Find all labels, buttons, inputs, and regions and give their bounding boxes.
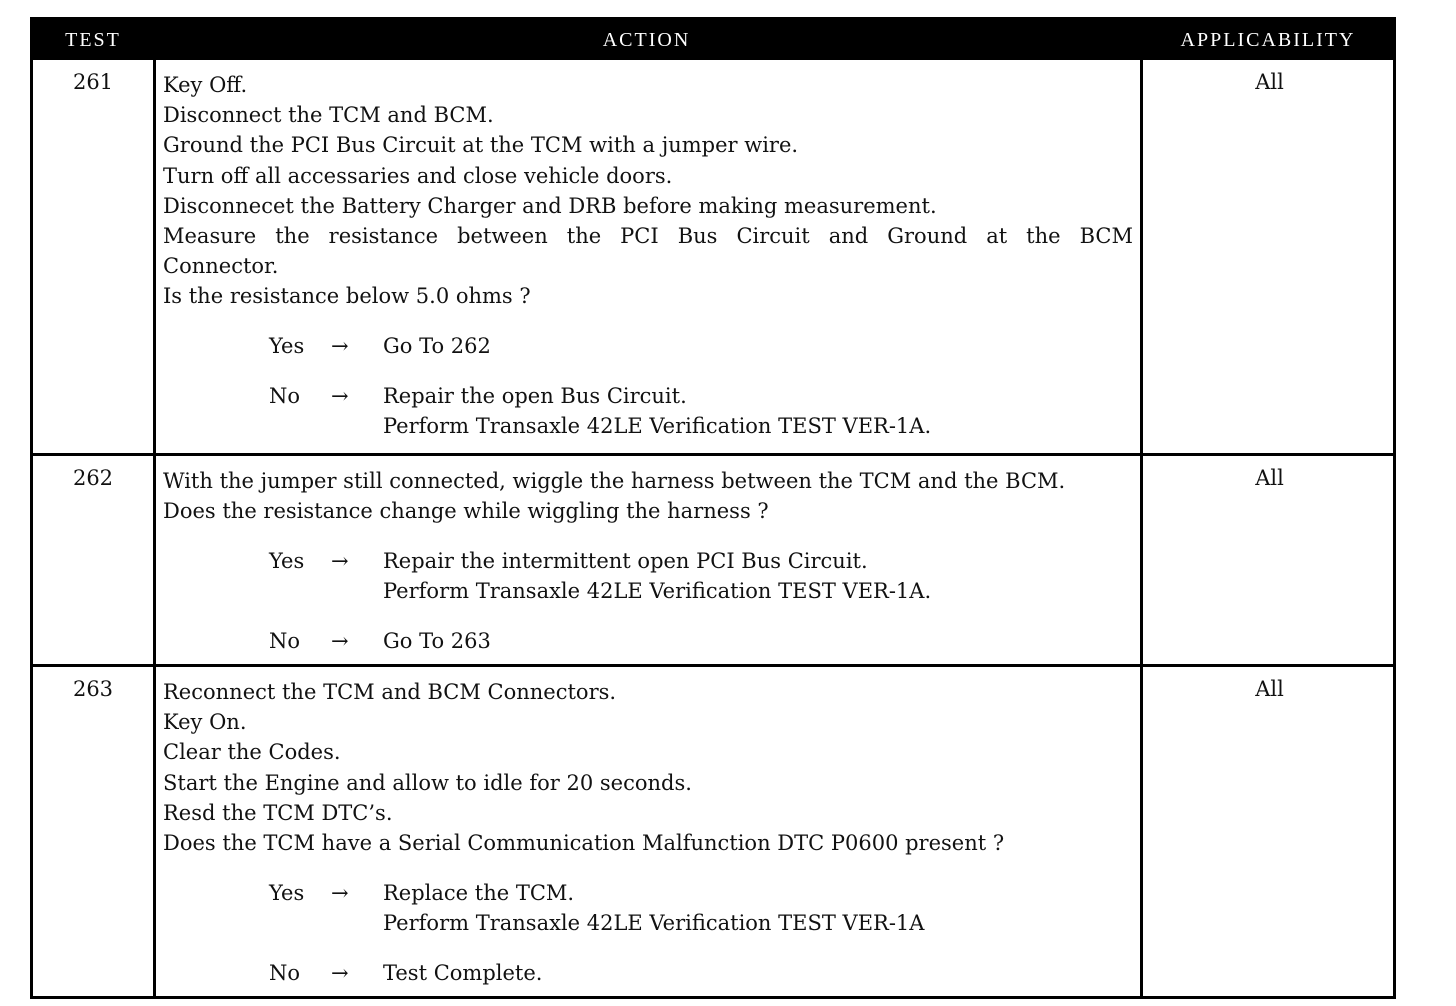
action-cell — [163, 466, 1133, 656]
action-line: Key Off. — [163, 73, 248, 97]
action-cell — [163, 70, 1133, 441]
table-row — [33, 60, 1393, 453]
header-applicability: APPLICABILITY — [1180, 29, 1356, 51]
action-line: Key On. — [163, 710, 247, 735]
arrow-right-icon: → — [331, 334, 349, 359]
yes-result-line: Perform Transaxle 42LE Verification TEST VER-1A. — [383, 579, 932, 604]
action-line: Does the TCM have a Serial Communication Malfunction DTC P0600 present ? — [163, 831, 1005, 856]
no-result-line: Perform Transaxle 42LE Verification TEST VER-1A. — [383, 414, 932, 439]
header-action: ACTION — [602, 29, 691, 51]
yes-label: Yes — [269, 548, 305, 573]
test-number: 261 — [72, 70, 114, 94]
arrow-right-icon: → — [331, 960, 349, 985]
action-line: Measure the resistance between the PCI Bus Circuit and Ground at the BCM — [163, 224, 1133, 249]
yes-result-line: Perform Transaxle 42LE Verification TEST VER-1A — [383, 910, 925, 935]
no-label: No — [269, 383, 301, 408]
no-result-line: Go To 263 — [383, 628, 491, 653]
yes-branch — [163, 878, 1133, 938]
action-line: Disconnect the TCM and BCM. — [163, 103, 494, 128]
action-line: Ground the PCI Bus Circuit at the TCM with a jumper wire. — [163, 133, 799, 158]
action-cell — [163, 677, 1133, 988]
action-line: Resd the TCM DTC’s. — [163, 800, 393, 825]
arrow-right-icon: → — [331, 548, 349, 573]
yes-label: Yes — [269, 880, 305, 905]
yes-result-line: Go To 262 — [383, 334, 491, 359]
no-label: No — [269, 960, 301, 985]
no-label: No — [269, 628, 301, 653]
yes-label: Yes — [269, 334, 305, 359]
no-branch — [163, 626, 1133, 656]
action-line: Is the resistance below 5.0 ohms ? — [163, 284, 531, 309]
action-line: With the jumper still connected, wiggle the harness between the TCM and the BCM. — [163, 469, 1066, 493]
no-result-line: Repair the open Bus Circuit. — [383, 383, 687, 408]
yes-branch — [163, 546, 1133, 606]
applicability-value: All — [1255, 70, 1284, 94]
action-line: Turn off all accessaries and close vehicle doors. — [163, 163, 673, 188]
action-line: Start the Engine and allow to idle for 20 seconds. — [163, 770, 692, 795]
arrow-right-icon: → — [331, 383, 349, 408]
no-result-line: Test Complete. — [383, 960, 543, 985]
table-header — [33, 20, 1393, 60]
no-branch — [163, 381, 1133, 441]
action-line: Disconnecet the Battery Charger and DRB before making measurement. — [163, 193, 937, 218]
applicability-value: All — [1255, 677, 1284, 701]
action-line: Clear the Codes. — [163, 740, 341, 765]
action-line: Reconnect the TCM and BCM Connectors. — [163, 680, 617, 704]
table-row — [33, 453, 1393, 664]
yes-branch — [163, 331, 1133, 361]
arrow-right-icon: → — [331, 880, 349, 905]
action-line: Does the resistance change while wiggling the harness ? — [163, 499, 769, 524]
yes-result-line: Repair the intermittent open PCI Bus Circuit. — [383, 548, 868, 573]
applicability-value: All — [1255, 466, 1284, 490]
action-line: Connector. — [163, 254, 279, 279]
test-number: 263 — [72, 677, 114, 701]
test-number: 262 — [72, 466, 114, 490]
arrow-right-icon: → — [331, 628, 349, 653]
no-branch — [163, 958, 1133, 988]
yes-result-line: Replace the TCM. — [383, 880, 575, 905]
diagnostic-test-table — [30, 17, 1396, 999]
table-row — [33, 664, 1393, 996]
header-test: TEST — [65, 29, 121, 51]
